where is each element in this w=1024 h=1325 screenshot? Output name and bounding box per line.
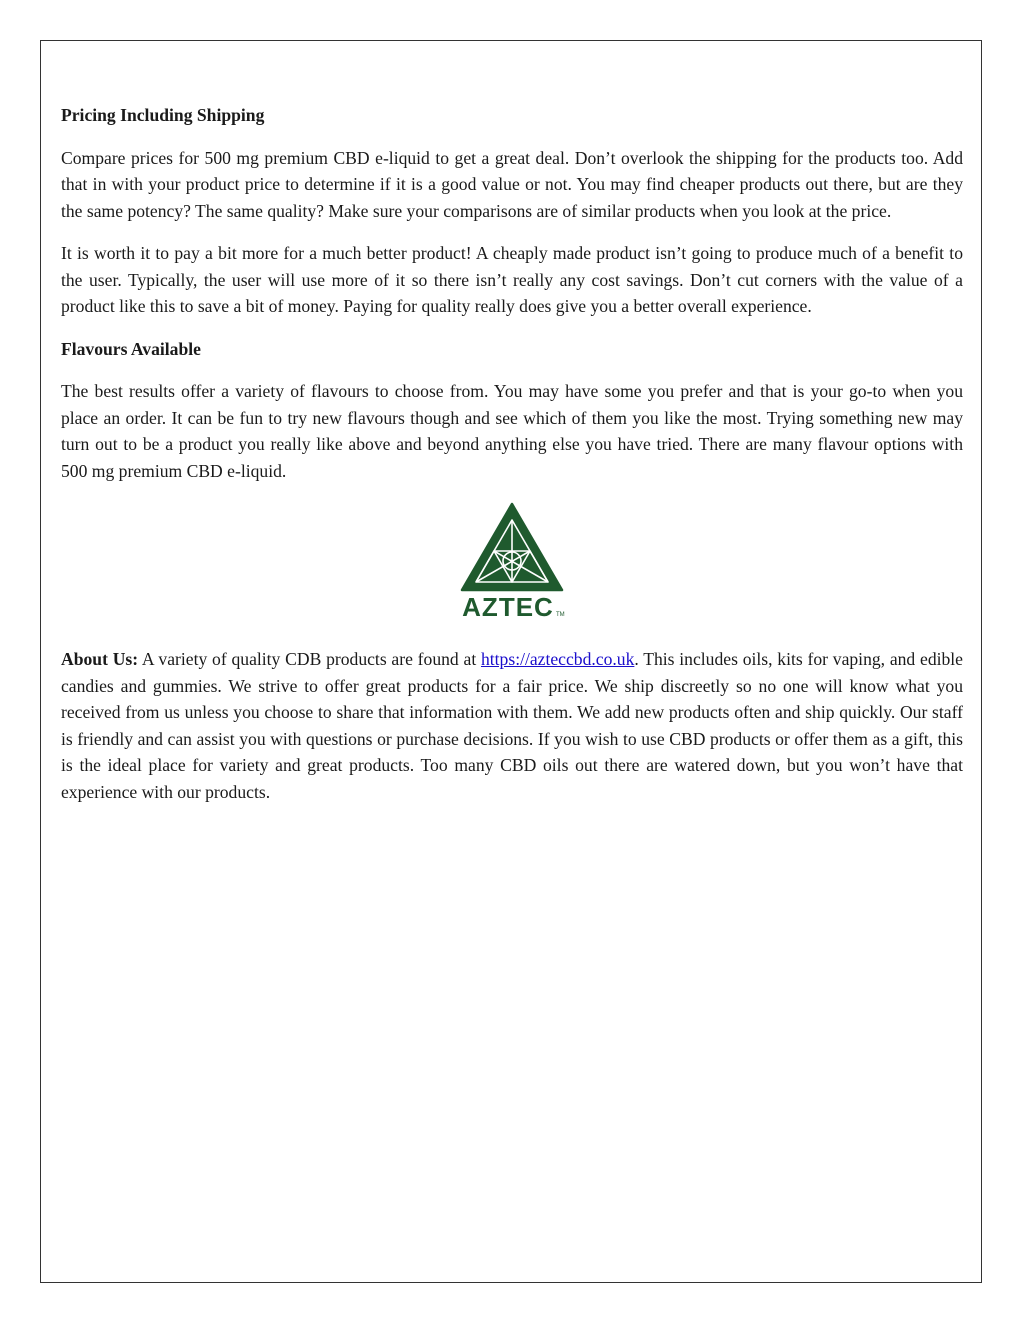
about-text-after: . This includes oils, kits for vaping, and edible candies and gummies. We strive to offer great products for a fair price. We ship discreetly so no one will know what you received from us unless you choose to share that information with them. We add new products often and ship quickly. Our staff is friendly and can assist you with questions or purchase decisions. If you wish to use CBD products or offer them as a gift, this is the ideal place for variety and great products. Too many CBD oils out there are watered down, but you won’t have that experience with our products.	[61, 649, 963, 802]
document-body	[61, 102, 963, 821]
aztec-logo	[456, 502, 568, 624]
logo-trademark: TM	[556, 612, 565, 618]
website-link[interactable]: https://azteccbd.co.uk	[480, 649, 635, 669]
logo-wordmark: AZTEC	[462, 592, 554, 622]
about-text-before: A variety of quality CDB products are found at	[138, 649, 481, 669]
section-heading-pricing: Pricing Including Shipping	[61, 105, 265, 125]
about-paragraph	[61, 646, 963, 805]
paragraph-flavours-1: The best results offer a variety of flavours to choose from. You may have some you prefer and that is your go-to when you place an order. It can be fun to try new flavours though and see which of them you like the most. Trying something new may turn out to be a product you really like above and beyond anything else you have tried. There are many flavour options with 500 mg premium CBD e-liquid.	[61, 381, 963, 481]
section-heading-flavours: Flavours Available	[61, 338, 201, 359]
paragraph-pricing-2: It is worth it to pay a bit more for a much better product! A cheaply made product isn’t going to produce much of a benefit to the user. Typically, the user will use more of it so there isn’t really any cost savings. Don’t cut corners with the value of a product like this to save a bit of money. Paying for quality really does give you a better overall experience.	[61, 243, 963, 316]
about-label: About Us:	[61, 649, 139, 669]
paragraph-pricing-1: Compare prices for 500 mg premium CBD e-liquid to get a great deal. Don’t overlook the shipping for the products too. Add that in with your product price to determine if it is a good value or not. You may find cheaper products out there, but are they the same potency? The same quality? Make sure your comparisons are of similar products when you look at the price.	[61, 147, 963, 221]
logo-container	[61, 502, 963, 624]
